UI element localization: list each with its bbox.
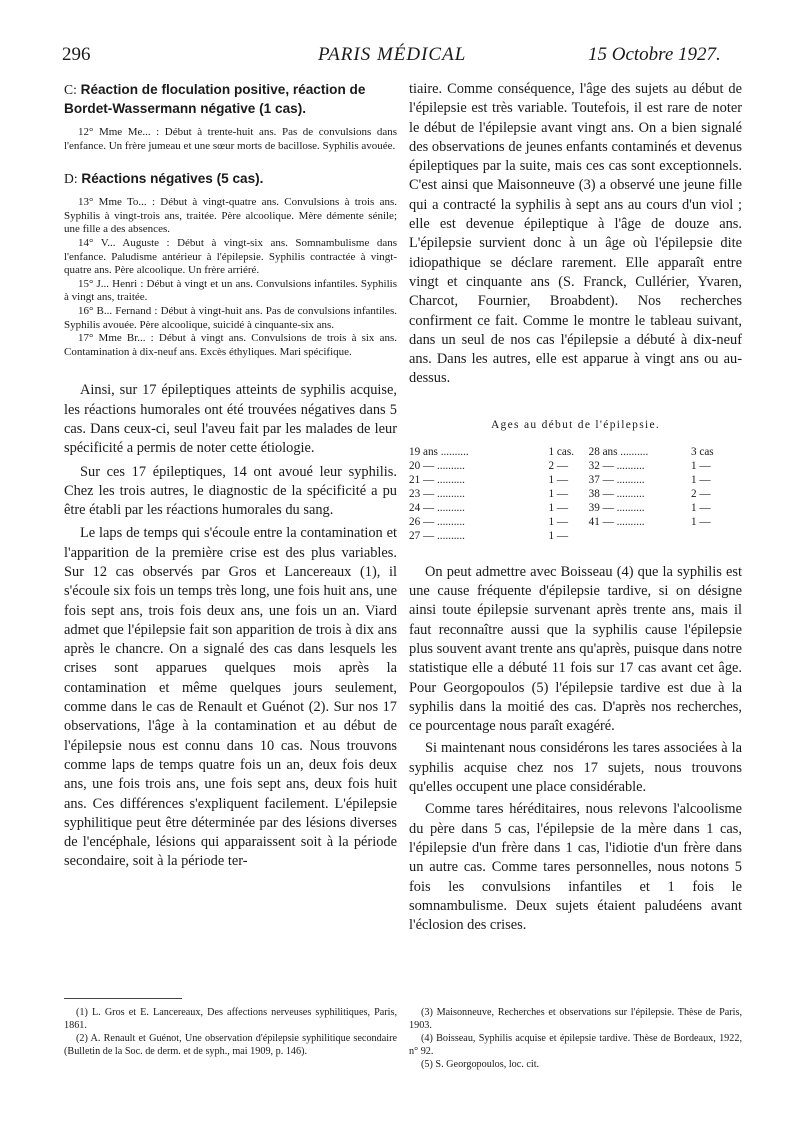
age-table-row [409, 487, 729, 501]
paragraph-right-3: Si maintenant nous considérons les tares associées à la syphilis acquise chez nos 17 sujets, nous trouvons qu'elles occupent une place considérable. [409, 740, 742, 796]
age-table-row [409, 515, 729, 529]
section-d-letter: D: [64, 171, 78, 187]
case-13: 13° Mme To... : Début à vingt-quatre ans. Convulsions à trois ans. Syphilis à vingt-trois ans, traitée. Père alcoolique. Mère démente sénile; une fille a des absences. [64, 196, 397, 236]
footnote-3: (3) Maisonneuve, Recherches et observations sur l'épilepsie. Thèse de Paris, 1903. [409, 1007, 742, 1031]
paragraph-right-2: On peut admettre avec Boisseau (4) que la syphilis est une cause fréquente d'épilepsie tardive, si on désigne ainsi toute épilepsie survenant après trente ans, mais il faut reconnaître aussi que la syphilis cause l'épilepsie plus souvent avant trente ans qu'après, puisque dans notre statistique elle a débuté 11 fois sur 17 cas avant cet âge. Pour Georgopoulos (5) l'épilepsie tardive est due à la syphilis dans la moitié des cas. D'après nos recherches, ce pourcentage nous paraît exagéré. [409, 563, 742, 735]
count-col-2: 3 cas [690, 445, 714, 458]
footnote-2: (2) A. Renault et Guénot, Une observation d'épilepsie syphilitique secondaire (Bulletin de la Soc. de derm. et de syph., mai 1909, p. 146). [64, 1033, 397, 1057]
section-c-heading [64, 80, 397, 118]
footnote-4: (4) Boisseau, Syphilis acquise et épilepsie tardive. Thèse de Bordeaux, 1922, n° 92. [409, 1033, 742, 1057]
age-col-2: 41 — .......... [588, 515, 645, 528]
age-col-2: 39 — .......... [588, 501, 645, 514]
count-col-2: 1 — [690, 501, 711, 514]
count-col-2: 1 — [690, 473, 711, 486]
age-col-2: 38 — .......... [588, 487, 645, 500]
count-col-1: 1 — [548, 515, 569, 528]
age-table [409, 445, 729, 543]
count-col-1: 1 — [548, 487, 569, 500]
age-col-1: 24 — .......... [409, 501, 465, 514]
count-col-1: 1 cas. [548, 445, 574, 458]
case-17: 17° Mme Br... : Début à vingt ans. Convulsions de trois à six ans. Contamination à dix-neuf ans. Excès éthyliques. Mari spécifique. [64, 332, 397, 358]
footnote-rule-left [64, 998, 182, 999]
footnotes-right [409, 1006, 742, 1071]
journal-title: PARIS MÉDICAL [318, 44, 467, 65]
footnotes-left [64, 1006, 397, 1058]
case-16: 16° B... Fernand : Début à vingt-huit ans. Pas de convulsions infantiles. Syphilis avouée. Père alcoolique, suicidé à cinquante-six ans. [64, 304, 397, 331]
section-d-heading [64, 169, 397, 188]
paragraph-left-2: Sur ces 17 épileptiques, 14 ont avoué leur syphilis. Chez les trois autres, le diagnostic de la spécificité a pu être établi par les réactions humorales du sang. [64, 463, 397, 519]
age-col-1: 20 — .......... [409, 459, 465, 472]
paragraph-right-4: Comme tares héréditaires, nous relevons l'alcoolisme du père dans 5 cas, l'épilepsie de la mère dans 1 cas, l'épilepsie d'un frère dans 1 cas, l'idiotie d'un frère dans un autre cas. Comme tares personnelles, nous notons 5 fois les convulsions infantiles et 1 fois le somnambulisme. Deux sujets étaient paludéens avant l'éclosion des crises. [409, 801, 742, 934]
age-table-title: Ages au début de l'épilepsie. [490, 418, 661, 431]
count-col-1: 1 — [548, 529, 569, 542]
count-col-1: 2 — [548, 459, 569, 472]
age-col-1: 26 — .......... [409, 515, 465, 528]
count-col-2 [691, 529, 729, 543]
paragraph-left-3: Le laps de temps qui s'écoule entre la contamination et l'apparition de la première crise est des plus variables. Sur 12 cas observés par Gros et Lancereaux (1), il s'écoule six fois un temps très long, une fois huit ans, une fois sept ans, trois fois deux ans, une fois un an. Viard admet que l'épilepsie fait son apparition de trois à dix ans après le chancre. On a signalé des cas dans lesquels les crises sont apparues quelques mois après la contamination et même quelques jours seulement, comme dans le cas de Renault et Guénot (2). Sur nos 17 observations, l'âge à la contamination et au début de l'épilepsie nous est connu dans 10 cas. Nous trouvons comme laps de temps quatre fois un an, deux fois deux ans, une fois trois ans, une fois sept ans, deux fois huit ans. Ces différences s'expliquent facilement. L'épilepsie syphilitique peut être déterminée par des lésions diverses de l'encéphale, lésions qui apparaissent soit à la période secondaire, soit à la période ter- [64, 525, 397, 870]
age-table-row [409, 501, 729, 515]
age-col-2: 28 ans .......... [588, 445, 649, 458]
case-12: 12° Mme Me... : Début à trente-huit ans. Pas de convulsions dans l'enfance. Un frère jumeau et une sœur morts de bacillose. Syphilis avouée. [64, 126, 397, 152]
age-col-2 [589, 529, 691, 543]
case-14: 14° V... Auguste : Début à vingt-six ans. Somnambulisme dans l'enfance. Paludisme antérieur à l'épilepsie. Syphilis contractée à vingt-quatre ans. Père alcoolique. Un frère arriéré. [64, 236, 397, 277]
age-col-1: 21 — .......... [409, 473, 465, 486]
right-column [409, 80, 742, 935]
section-d-title: Réactions négatives (5 cas). [81, 171, 264, 187]
page-number: 296 [62, 44, 91, 65]
age-col-1: 23 — .......... [409, 487, 465, 500]
paragraph-left-1: Ainsi, sur 17 épileptiques atteints de syphilis acquise, les réactions humorales ont été trouvées négatives dans 5 cas. Dans ceux-ci, seul l'aveu fait par les malades de leur spécificité a permis de noter cette étiologie. [64, 382, 397, 457]
age-table-row [409, 445, 729, 459]
age-table-row [409, 529, 729, 543]
count-col-1: 1 — [548, 501, 569, 514]
count-col-1: 1 — [548, 473, 569, 486]
age-col-2: 37 — .......... [588, 473, 645, 486]
section-c-letter: C: [64, 82, 77, 97]
footnote-1: (1) L. Gros et E. Lancereaux, Des affections nerveuses syphilitiques, Paris, 1861. [64, 1007, 397, 1031]
count-col-2: 1 — [690, 459, 711, 472]
age-col-1: 27 — .......... [409, 529, 465, 542]
age-table-row [409, 473, 729, 487]
age-col-2: 32 — .......... [588, 459, 645, 472]
issue-date: 15 Octobre 1927. [588, 44, 721, 65]
section-c-title: Réaction de floculation positive, réaction de Bordet-Wassermann négative (1 cas). [64, 82, 366, 116]
age-table-row [409, 459, 729, 473]
paragraph-right-1: tiaire. Comme conséquence, l'âge des sujets au début de l'épilepsie est très variable. Toutefois, il est rare de noter le début de l'épilepsie avant vingt ans. On a bien signalé des observations de jeunes enfants contaminés et devenus épileptiques par la suite, mais ces cas sont exceptionnels. C'est ainsi que Maisonneuve (3) a observé une jeune fille qui a contracté la syphilis à sept ans au cours d'un viol ; elle est devenue épileptique à l'âge de douze ans. L'épilepsie survient donc à un âge où l'épilepsie dite idiopathique se déclare rarement. Elle apparaît entre vingt et cinquante ans (S. Franck, Cullérier, Yvaren, Charcot, Fournier, Broabdent). Nos recherches confirment ce fait. Comme le montre le tableau suivant, dans un seul de nos cas l'épilepsie a débuté à dix-neuf ans. Dans les autres, elle est apparue à vingt ans ou au-dessus. [409, 81, 742, 387]
count-col-2: 1 — [690, 515, 711, 528]
footnote-5: (5) S. Georgopoulos, loc. cit. [421, 1059, 540, 1070]
left-column [64, 80, 397, 872]
age-col-1: 19 ans .......... [409, 445, 469, 458]
count-col-2: 2 — [690, 487, 711, 500]
case-15: 15° J... Henri : Début à vingt et un ans. Convulsions infantiles. Syphilis à vingt ans, traitée. [64, 277, 397, 304]
